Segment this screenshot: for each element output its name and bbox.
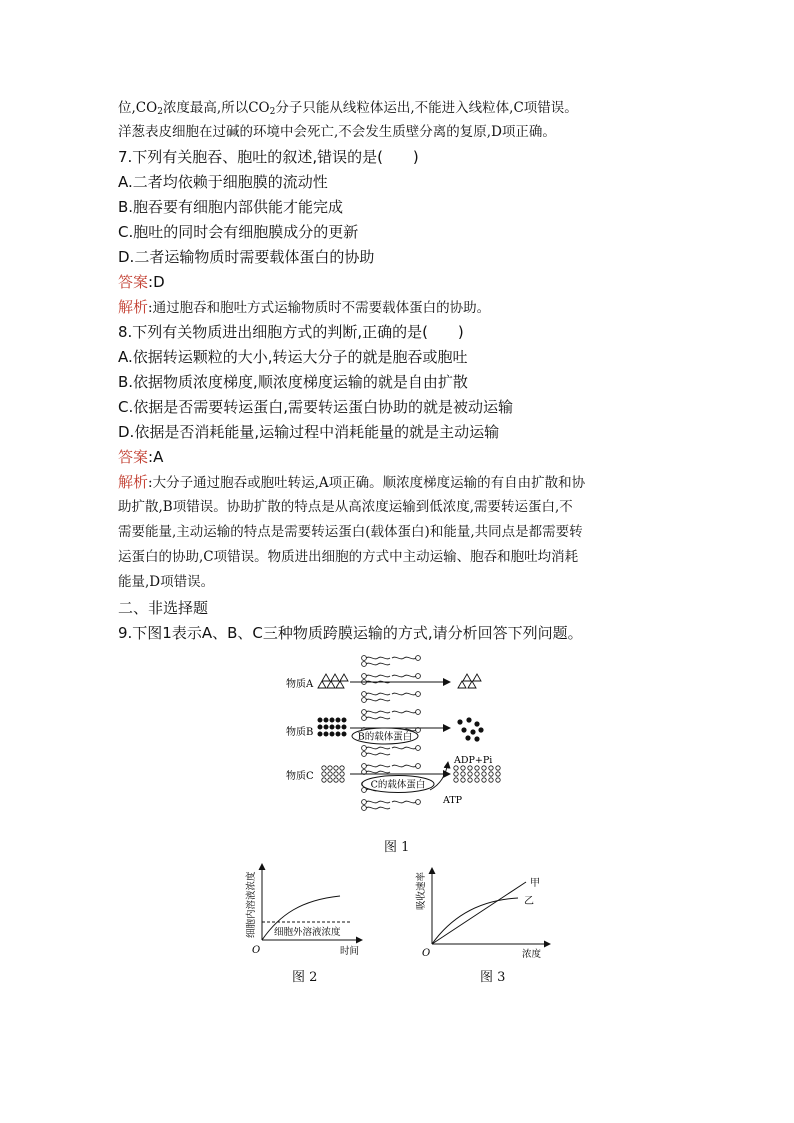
atp-label: ATP — [443, 795, 463, 806]
fig2-origin: O — [252, 945, 261, 956]
triangles-right-a — [458, 674, 481, 688]
figure-1-diagram — [280, 650, 520, 825]
fig3-series-yi-label: 乙 — [524, 896, 534, 907]
label-substance-b: 物质B — [286, 727, 314, 738]
dots-left-b — [318, 718, 347, 737]
option-7a: A.二者均依赖于细胞膜的流动性 — [118, 173, 328, 191]
explanation-8-line4: 运蛋白的协助,C项错误。物质进出细胞的方式中主动运输、胞吞和胞吐均消耗 — [118, 549, 579, 565]
explanation-8-line1: 解析:大分子通过胞吞或胞吐转运,A项正确。顺浓度梯度运输的有自由扩散和协 — [118, 473, 586, 491]
label-substance-c: 物质C — [286, 771, 314, 782]
question-9: 9.下图1表示A、B、C三种物质跨膜运输的方式,请分析回答下列问题。 — [118, 624, 583, 642]
figure-3-chart — [410, 864, 560, 964]
triangles-left-a — [318, 674, 348, 688]
fig3-series-yi-curve — [432, 898, 518, 944]
dots-right-b — [457, 717, 483, 741]
explanation-label: 解析 — [118, 298, 149, 316]
option-8d: D.依据是否消耗能量,运输过程中消耗能量的就是主动运输 — [118, 423, 500, 441]
fig3-series-jia-line — [432, 882, 526, 944]
figure-1-caption: 图 1 — [384, 840, 410, 855]
fig2-y-label: 细胞内溶液浓度 — [246, 871, 257, 938]
figure-3-caption: 图 3 — [480, 970, 506, 985]
text-line-2: 洋葱表皮细胞在过碱的环境中会死亡,不会发生质壁分离的复原,D项正确。 — [118, 124, 556, 140]
label-substance-a: 物质A — [286, 679, 314, 690]
adp-label: ADP+Pi — [454, 755, 493, 766]
text-line-1: 位$,CO_2$浓度最高,所以$CO_2$分子只能从线粒体运出,不能进入线粒体,C项错误。 — [118, 100, 578, 117]
carrier-c-label: C的载体蛋白 — [370, 779, 426, 791]
option-7b: B.胞吞要有细胞内部供能才能完成 — [118, 198, 344, 216]
explanation-8-line5: 能量,D项错误。 — [118, 574, 215, 590]
question-7: 7.下列有关胞吞、胞吐的叙述,错误的是( ) — [118, 148, 419, 166]
circles-right-c — [454, 766, 500, 782]
question-8: 8.下列有关物质进出细胞方式的判断,正确的是( ) — [118, 323, 464, 341]
option-7c: C.胞吐的同时会有细胞膜成分的更新 — [118, 223, 359, 241]
circles-left-c — [322, 766, 344, 782]
explanation-8-line3: 需要能量,主动运输的特点是需要转运蛋白(载体蛋白)和能量,共同点是都需要转 — [118, 524, 583, 540]
fig3-y-label: 吸收速率 — [416, 871, 427, 910]
section-heading: 二、非选择题 — [118, 599, 209, 617]
carrier-b-label: B的载体蛋白 — [357, 731, 413, 743]
explanation-7: 解析:通过胞吞和胞吐方式运输物质时不需要载体蛋白的协助。 — [118, 298, 491, 316]
option-8a: A.依据转运颗粒的大小,转运大分子的就是胞吞或胞吐 — [118, 348, 468, 366]
figure-2-caption: 图 2 — [292, 970, 318, 985]
fig3-series-jia-label: 甲 — [530, 878, 540, 889]
answer-8: 答案:A — [118, 448, 164, 466]
fig3-x-label: 浓度 — [522, 949, 542, 960]
figure-2-chart — [240, 858, 370, 958]
option-8c: C.依据是否需要转运蛋白,需要转运蛋白协助的就是被动运输 — [118, 398, 514, 416]
option-7d: D.二者运输物质时需要载体蛋白的协助 — [118, 248, 375, 266]
fig2-x-label: 时间 — [340, 946, 360, 957]
fig2-dashed-label: 细胞外溶液浓度 — [274, 927, 341, 938]
answer-7: 答案:D — [118, 273, 165, 291]
explanation-8-line2: 助扩散,B项错误。协助扩散的特点是从高浓度运输到低浓度,需要转运蛋白,不 — [118, 499, 573, 515]
answer-label: 答案 — [118, 273, 149, 291]
option-8b: B.依据物质浓度梯度,顺浓度梯度运输的就是自由扩散 — [118, 373, 468, 391]
fig3-origin: O — [422, 948, 431, 959]
